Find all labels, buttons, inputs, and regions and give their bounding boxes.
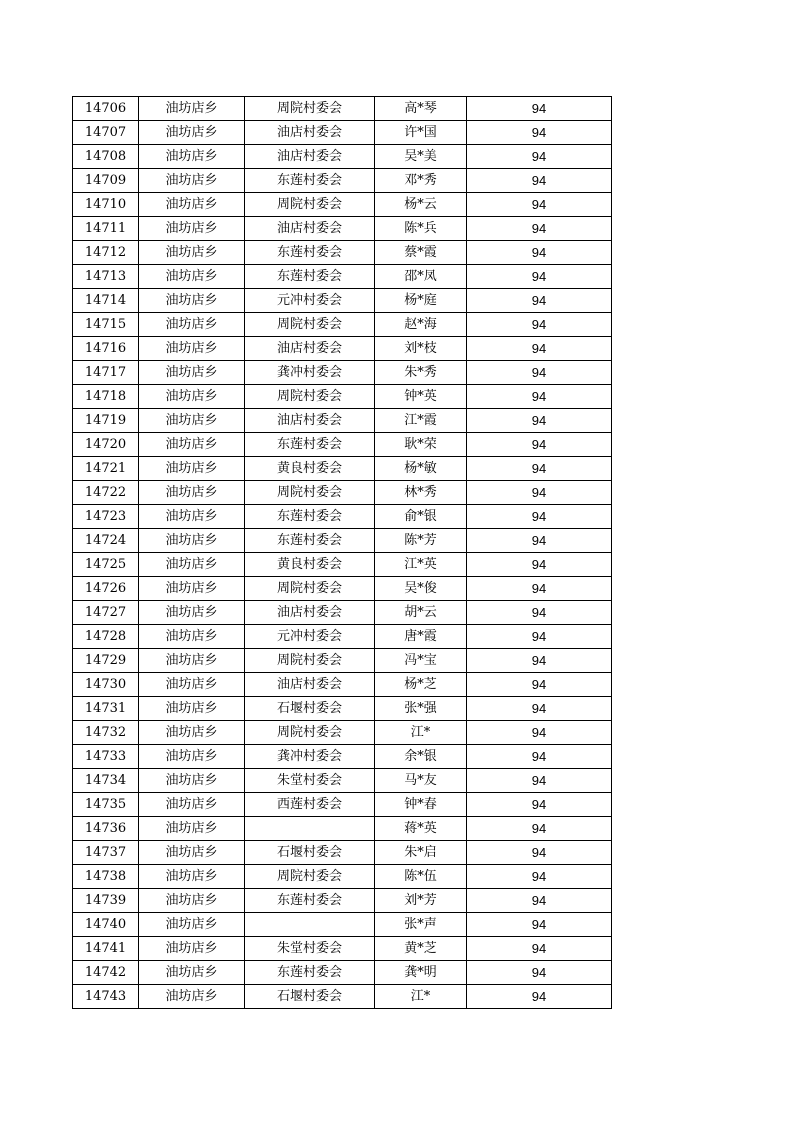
person-name-cell: 俞*银 bbox=[375, 505, 467, 529]
row-number-cell: 14720 bbox=[73, 433, 139, 457]
row-number-cell: 14707 bbox=[73, 121, 139, 145]
township-cell: 油坊店乡 bbox=[139, 481, 245, 505]
village-committee-cell: 东莲村委会 bbox=[245, 241, 375, 265]
amount-cell: 94 bbox=[467, 265, 612, 289]
row-number-cell: 14710 bbox=[73, 193, 139, 217]
row-number-cell: 14723 bbox=[73, 505, 139, 529]
village-committee-cell: 元冲村委会 bbox=[245, 625, 375, 649]
row-number-cell: 14708 bbox=[73, 145, 139, 169]
person-name-cell: 吴*俊 bbox=[375, 577, 467, 601]
village-committee-cell: 元冲村委会 bbox=[245, 289, 375, 313]
township-cell: 油坊店乡 bbox=[139, 673, 245, 697]
village-committee-cell: 油店村委会 bbox=[245, 409, 375, 433]
table-row bbox=[73, 577, 612, 601]
village-committee-cell: 龚冲村委会 bbox=[245, 745, 375, 769]
village-committee-cell: 石堰村委会 bbox=[245, 697, 375, 721]
township-cell: 油坊店乡 bbox=[139, 793, 245, 817]
table-row bbox=[73, 241, 612, 265]
amount-cell: 94 bbox=[467, 553, 612, 577]
amount-cell: 94 bbox=[467, 721, 612, 745]
row-number-cell: 14733 bbox=[73, 745, 139, 769]
person-name-cell: 杨*庭 bbox=[375, 289, 467, 313]
person-name-cell: 蔡*霞 bbox=[375, 241, 467, 265]
township-cell: 油坊店乡 bbox=[139, 337, 245, 361]
person-name-cell: 陈*芳 bbox=[375, 529, 467, 553]
amount-cell: 94 bbox=[467, 505, 612, 529]
village-committee-cell: 周院村委会 bbox=[245, 577, 375, 601]
village-committee-cell: 周院村委会 bbox=[245, 865, 375, 889]
village-committee-cell: 油店村委会 bbox=[245, 601, 375, 625]
township-cell: 油坊店乡 bbox=[139, 697, 245, 721]
village-committee-cell: 西莲村委会 bbox=[245, 793, 375, 817]
row-number-cell: 14742 bbox=[73, 961, 139, 985]
village-committee-cell: 油店村委会 bbox=[245, 121, 375, 145]
person-name-cell: 邵*凤 bbox=[375, 265, 467, 289]
person-name-cell: 江* bbox=[375, 985, 467, 1009]
township-cell: 油坊店乡 bbox=[139, 457, 245, 481]
table-row bbox=[73, 169, 612, 193]
person-name-cell: 冯*宝 bbox=[375, 649, 467, 673]
table-row bbox=[73, 769, 612, 793]
township-cell: 油坊店乡 bbox=[139, 121, 245, 145]
table-row bbox=[73, 841, 612, 865]
township-cell: 油坊店乡 bbox=[139, 289, 245, 313]
village-committee-cell: 黄良村委会 bbox=[245, 457, 375, 481]
township-cell: 油坊店乡 bbox=[139, 937, 245, 961]
amount-cell: 94 bbox=[467, 241, 612, 265]
row-number-cell: 14731 bbox=[73, 697, 139, 721]
amount-cell: 94 bbox=[467, 169, 612, 193]
table-row bbox=[73, 793, 612, 817]
row-number-cell: 14734 bbox=[73, 769, 139, 793]
row-number-cell: 14736 bbox=[73, 817, 139, 841]
table-row bbox=[73, 745, 612, 769]
table-row bbox=[73, 217, 612, 241]
township-cell: 油坊店乡 bbox=[139, 361, 245, 385]
row-number-cell: 14740 bbox=[73, 913, 139, 937]
person-name-cell: 余*银 bbox=[375, 745, 467, 769]
amount-cell: 94 bbox=[467, 385, 612, 409]
person-name-cell: 钟*春 bbox=[375, 793, 467, 817]
township-cell: 油坊店乡 bbox=[139, 409, 245, 433]
township-cell: 油坊店乡 bbox=[139, 145, 245, 169]
township-cell: 油坊店乡 bbox=[139, 553, 245, 577]
person-name-cell: 高*琴 bbox=[375, 97, 467, 121]
amount-cell: 94 bbox=[467, 97, 612, 121]
village-committee-cell: 周院村委会 bbox=[245, 193, 375, 217]
person-name-cell: 龚*明 bbox=[375, 961, 467, 985]
amount-cell: 94 bbox=[467, 889, 612, 913]
amount-cell: 94 bbox=[467, 481, 612, 505]
amount-cell: 94 bbox=[467, 145, 612, 169]
row-number-cell: 14719 bbox=[73, 409, 139, 433]
amount-cell: 94 bbox=[467, 937, 612, 961]
amount-cell: 94 bbox=[467, 361, 612, 385]
row-number-cell: 14732 bbox=[73, 721, 139, 745]
person-name-cell: 马*友 bbox=[375, 769, 467, 793]
amount-cell: 94 bbox=[467, 337, 612, 361]
township-cell: 油坊店乡 bbox=[139, 193, 245, 217]
person-name-cell: 杨*云 bbox=[375, 193, 467, 217]
row-number-cell: 14735 bbox=[73, 793, 139, 817]
township-cell: 油坊店乡 bbox=[139, 97, 245, 121]
amount-cell: 94 bbox=[467, 697, 612, 721]
row-number-cell: 14738 bbox=[73, 865, 139, 889]
amount-cell: 94 bbox=[467, 625, 612, 649]
row-number-cell: 14716 bbox=[73, 337, 139, 361]
person-name-cell: 杨*敏 bbox=[375, 457, 467, 481]
person-name-cell: 刘*枝 bbox=[375, 337, 467, 361]
row-number-cell: 14728 bbox=[73, 625, 139, 649]
village-committee-cell: 石堰村委会 bbox=[245, 841, 375, 865]
row-number-cell: 14721 bbox=[73, 457, 139, 481]
person-name-cell: 杨*芝 bbox=[375, 673, 467, 697]
amount-cell: 94 bbox=[467, 577, 612, 601]
township-cell: 油坊店乡 bbox=[139, 601, 245, 625]
person-name-cell: 蒋*英 bbox=[375, 817, 467, 841]
village-committee-cell: 朱堂村委会 bbox=[245, 937, 375, 961]
table-row bbox=[73, 697, 612, 721]
row-number-cell: 14709 bbox=[73, 169, 139, 193]
township-cell: 油坊店乡 bbox=[139, 961, 245, 985]
table-row bbox=[73, 457, 612, 481]
table-row bbox=[73, 265, 612, 289]
table-row bbox=[73, 361, 612, 385]
village-committee-cell: 石堰村委会 bbox=[245, 985, 375, 1009]
table-row bbox=[73, 913, 612, 937]
village-committee-cell: 周院村委会 bbox=[245, 385, 375, 409]
table-row bbox=[73, 433, 612, 457]
row-number-cell: 14717 bbox=[73, 361, 139, 385]
village-committee-cell: 周院村委会 bbox=[245, 97, 375, 121]
table-row bbox=[73, 313, 612, 337]
row-number-cell: 14706 bbox=[73, 97, 139, 121]
table-row bbox=[73, 601, 612, 625]
township-cell: 油坊店乡 bbox=[139, 745, 245, 769]
table-row bbox=[73, 673, 612, 697]
township-cell: 油坊店乡 bbox=[139, 913, 245, 937]
table-row bbox=[73, 985, 612, 1009]
person-name-cell: 吴*美 bbox=[375, 145, 467, 169]
amount-cell: 94 bbox=[467, 193, 612, 217]
township-cell: 油坊店乡 bbox=[139, 625, 245, 649]
township-cell: 油坊店乡 bbox=[139, 265, 245, 289]
township-cell: 油坊店乡 bbox=[139, 769, 245, 793]
table-row bbox=[73, 289, 612, 313]
amount-cell: 94 bbox=[467, 913, 612, 937]
township-cell: 油坊店乡 bbox=[139, 841, 245, 865]
township-cell: 油坊店乡 bbox=[139, 985, 245, 1009]
village-committee-cell: 黄良村委会 bbox=[245, 553, 375, 577]
township-cell: 油坊店乡 bbox=[139, 649, 245, 673]
township-cell: 油坊店乡 bbox=[139, 241, 245, 265]
township-cell: 油坊店乡 bbox=[139, 889, 245, 913]
person-name-cell: 赵*海 bbox=[375, 313, 467, 337]
amount-cell: 94 bbox=[467, 289, 612, 313]
row-number-cell: 14724 bbox=[73, 529, 139, 553]
village-committee-cell: 周院村委会 bbox=[245, 481, 375, 505]
amount-cell: 94 bbox=[467, 985, 612, 1009]
person-name-cell: 朱*秀 bbox=[375, 361, 467, 385]
person-name-cell: 江* bbox=[375, 721, 467, 745]
row-number-cell: 14730 bbox=[73, 673, 139, 697]
village-committee-cell: 东莲村委会 bbox=[245, 889, 375, 913]
township-cell: 油坊店乡 bbox=[139, 577, 245, 601]
row-number-cell: 14715 bbox=[73, 313, 139, 337]
row-number-cell: 14729 bbox=[73, 649, 139, 673]
table-row bbox=[73, 961, 612, 985]
person-name-cell: 许*国 bbox=[375, 121, 467, 145]
township-cell: 油坊店乡 bbox=[139, 505, 245, 529]
table-row bbox=[73, 481, 612, 505]
township-cell: 油坊店乡 bbox=[139, 721, 245, 745]
village-committee-cell: 东莲村委会 bbox=[245, 505, 375, 529]
amount-cell: 94 bbox=[467, 217, 612, 241]
person-name-cell: 黄*芝 bbox=[375, 937, 467, 961]
row-number-cell: 14711 bbox=[73, 217, 139, 241]
village-committee-cell: 东莲村委会 bbox=[245, 529, 375, 553]
amount-cell: 94 bbox=[467, 769, 612, 793]
table-row bbox=[73, 121, 612, 145]
row-number-cell: 14718 bbox=[73, 385, 139, 409]
row-number-cell: 14737 bbox=[73, 841, 139, 865]
table-row bbox=[73, 649, 612, 673]
amount-cell: 94 bbox=[467, 841, 612, 865]
person-name-cell: 陈*伍 bbox=[375, 865, 467, 889]
village-committee-cell: 周院村委会 bbox=[245, 649, 375, 673]
table-row bbox=[73, 529, 612, 553]
village-committee-cell: 周院村委会 bbox=[245, 721, 375, 745]
table-row bbox=[73, 721, 612, 745]
village-committee-cell: 东莲村委会 bbox=[245, 961, 375, 985]
person-name-cell: 刘*芳 bbox=[375, 889, 467, 913]
village-committee-cell: 东莲村委会 bbox=[245, 265, 375, 289]
table-row bbox=[73, 553, 612, 577]
row-number-cell: 14714 bbox=[73, 289, 139, 313]
row-number-cell: 14741 bbox=[73, 937, 139, 961]
row-number-cell: 14713 bbox=[73, 265, 139, 289]
row-number-cell: 14739 bbox=[73, 889, 139, 913]
person-name-cell: 陈*兵 bbox=[375, 217, 467, 241]
person-name-cell: 张*声 bbox=[375, 913, 467, 937]
amount-cell: 94 bbox=[467, 865, 612, 889]
row-number-cell: 14726 bbox=[73, 577, 139, 601]
person-name-cell: 张*强 bbox=[375, 697, 467, 721]
village-committee-cell: 油店村委会 bbox=[245, 217, 375, 241]
village-committee-cell: 周院村委会 bbox=[245, 313, 375, 337]
person-name-cell: 林*秀 bbox=[375, 481, 467, 505]
person-name-cell: 江*英 bbox=[375, 553, 467, 577]
person-name-cell: 邓*秀 bbox=[375, 169, 467, 193]
amount-cell: 94 bbox=[467, 121, 612, 145]
person-name-cell: 钟*英 bbox=[375, 385, 467, 409]
data-table bbox=[72, 96, 612, 1009]
township-cell: 油坊店乡 bbox=[139, 385, 245, 409]
amount-cell: 94 bbox=[467, 961, 612, 985]
table-row bbox=[73, 409, 612, 433]
table-row bbox=[73, 385, 612, 409]
person-name-cell: 耿*荣 bbox=[375, 433, 467, 457]
village-committee-cell: 油店村委会 bbox=[245, 145, 375, 169]
amount-cell: 94 bbox=[467, 649, 612, 673]
person-name-cell: 江*霞 bbox=[375, 409, 467, 433]
table-row bbox=[73, 145, 612, 169]
amount-cell: 94 bbox=[467, 409, 612, 433]
row-number-cell: 14725 bbox=[73, 553, 139, 577]
village-committee-cell: 东莲村委会 bbox=[245, 433, 375, 457]
amount-cell: 94 bbox=[467, 793, 612, 817]
township-cell: 油坊店乡 bbox=[139, 169, 245, 193]
village-committee-cell: 油店村委会 bbox=[245, 673, 375, 697]
amount-cell: 94 bbox=[467, 673, 612, 697]
township-cell: 油坊店乡 bbox=[139, 865, 245, 889]
row-number-cell: 14727 bbox=[73, 601, 139, 625]
township-cell: 油坊店乡 bbox=[139, 433, 245, 457]
table-row bbox=[73, 937, 612, 961]
amount-cell: 94 bbox=[467, 745, 612, 769]
amount-cell: 94 bbox=[467, 433, 612, 457]
amount-cell: 94 bbox=[467, 313, 612, 337]
township-cell: 油坊店乡 bbox=[139, 529, 245, 553]
village-committee-cell: 龚冲村委会 bbox=[245, 361, 375, 385]
row-number-cell: 14722 bbox=[73, 481, 139, 505]
amount-cell: 94 bbox=[467, 457, 612, 481]
person-name-cell: 胡*云 bbox=[375, 601, 467, 625]
table-body bbox=[73, 97, 612, 1009]
village-committee-cell: 东莲村委会 bbox=[245, 169, 375, 193]
amount-cell: 94 bbox=[467, 529, 612, 553]
township-cell: 油坊店乡 bbox=[139, 217, 245, 241]
table-row bbox=[73, 625, 612, 649]
person-name-cell: 唐*霞 bbox=[375, 625, 467, 649]
village-committee-cell bbox=[245, 913, 375, 937]
village-committee-cell: 油店村委会 bbox=[245, 337, 375, 361]
village-committee-cell: 朱堂村委会 bbox=[245, 769, 375, 793]
table-row bbox=[73, 505, 612, 529]
table-row bbox=[73, 337, 612, 361]
row-number-cell: 14743 bbox=[73, 985, 139, 1009]
amount-cell: 94 bbox=[467, 817, 612, 841]
table-row bbox=[73, 193, 612, 217]
person-name-cell: 朱*启 bbox=[375, 841, 467, 865]
table-row bbox=[73, 865, 612, 889]
row-number-cell: 14712 bbox=[73, 241, 139, 265]
township-cell: 油坊店乡 bbox=[139, 817, 245, 841]
amount-cell: 94 bbox=[467, 601, 612, 625]
table-row bbox=[73, 817, 612, 841]
township-cell: 油坊店乡 bbox=[139, 313, 245, 337]
table-row bbox=[73, 889, 612, 913]
village-committee-cell bbox=[245, 817, 375, 841]
table-row bbox=[73, 97, 612, 121]
